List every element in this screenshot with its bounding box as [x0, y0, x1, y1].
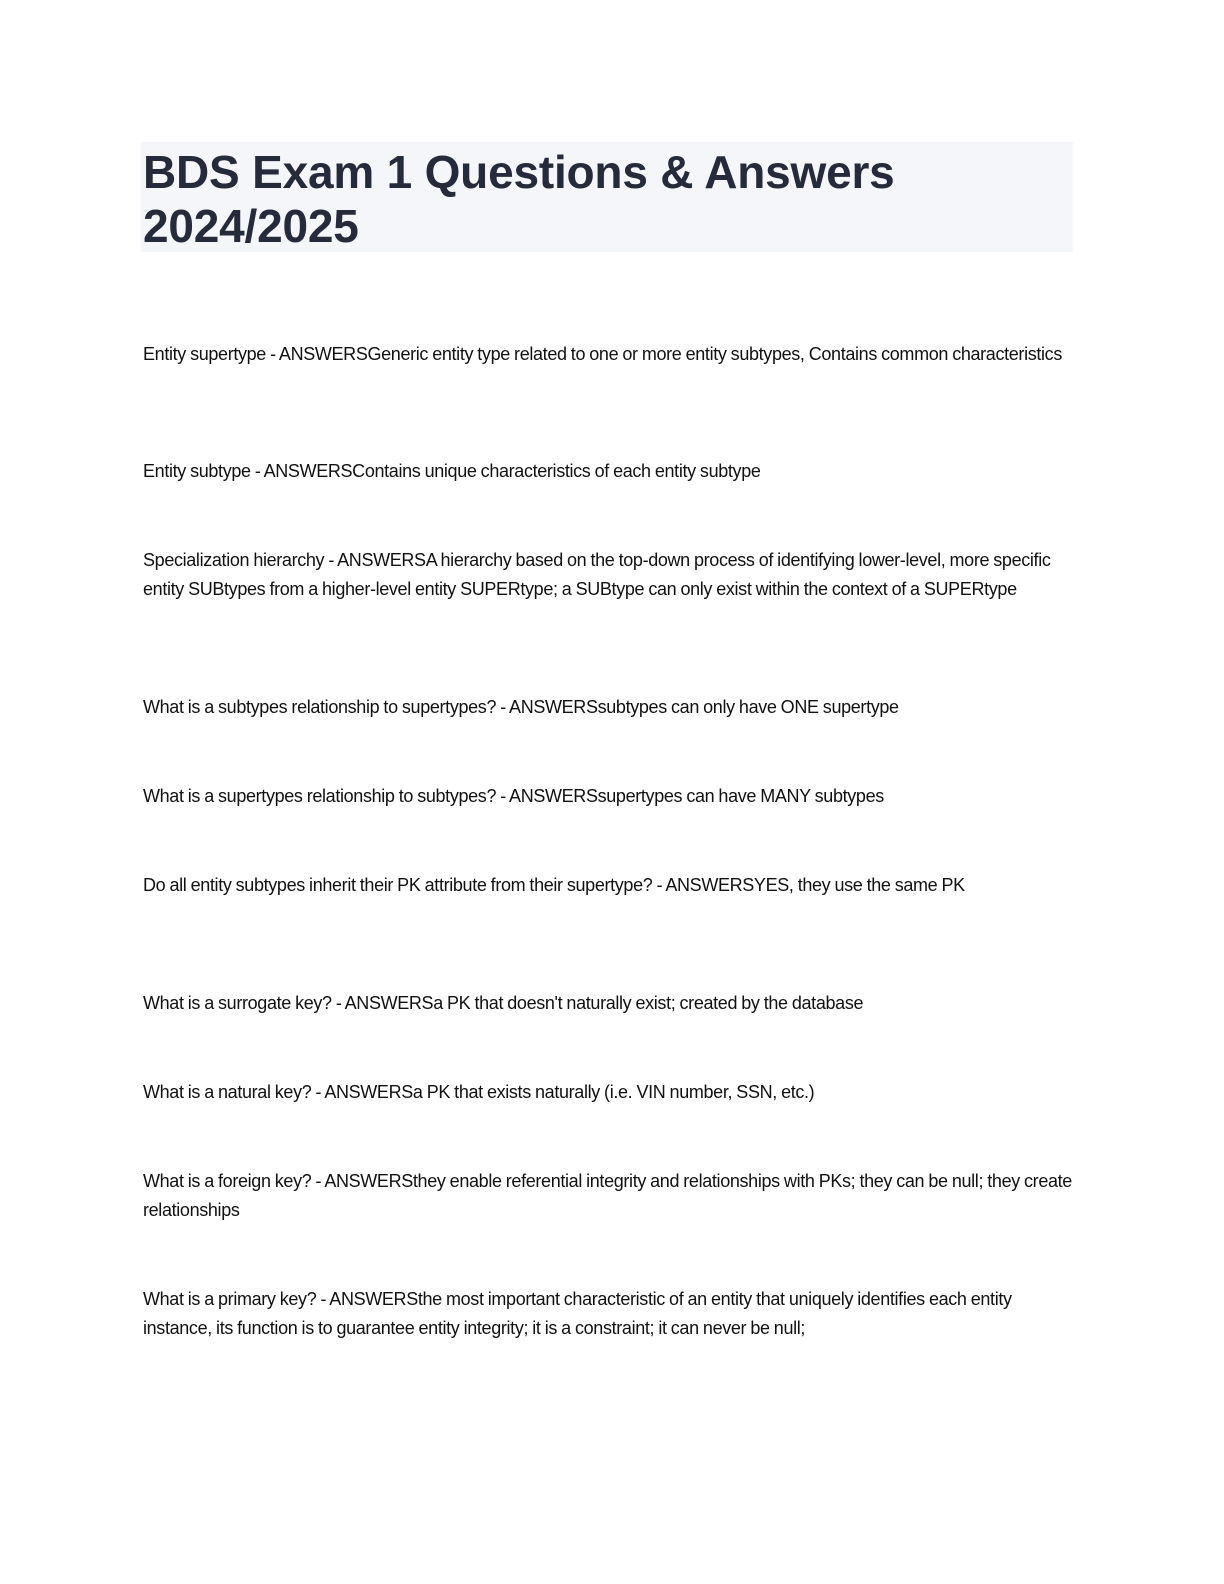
title-line-2: 2024/2025 — [143, 200, 359, 252]
qa-item-primary-key: What is a primary key? - ANSWERSthe most important characteristic of an entity that uniquely identifies each entity instance, its function is to guarantee entity integrity; it is a constraint; it can never be null; — [143, 1289, 1012, 1338]
qa-item-natural-key: What is a natural key? - ANSWERSa PK that exists naturally (i.e. VIN number, SSN, etc.) — [143, 1082, 815, 1102]
qa-item-specialization-hierarchy: Specialization hierarchy - ANSWERSA hierarchy based on the top-down process of identifying lower-level, more specific entity SUBtypes from a higher-level entity SUPERtype; a SUBtype can only exist within the context of a SUPERtype — [143, 550, 1051, 599]
qa-item-entity-subtype: Entity subtype - ANSWERSContains unique characteristics of each entity subtype — [143, 461, 761, 481]
qa-item-pk-inheritance: Do all entity subtypes inherit their PK attribute from their supertype? - ANSWERSYES, they use the same PK — [143, 875, 965, 895]
qa-item-foreign-key: What is a foreign key? - ANSWERSthey enable referential integrity and relationships with PKs; they can be null; they create relationships — [143, 1171, 1072, 1220]
title-block — [141, 142, 1073, 252]
qa-item-supertype-relationship: What is a supertypes relationship to subtypes? - ANSWERSsupertypes can have MANY subtypes — [143, 786, 884, 806]
document-title — [143, 142, 1071, 253]
title-line-1: BDS Exam 1 Questions & Answers — [143, 146, 895, 198]
qa-item-subtype-relationship: What is a subtypes relationship to supertypes? - ANSWERSsubtypes can only have ONE supertype — [143, 697, 899, 717]
qa-item-surrogate-key: What is a surrogate key? - ANSWERSa PK that doesn't naturally exist; created by the database — [143, 993, 864, 1013]
qa-item-entity-supertype: Entity supertype - ANSWERSGeneric entity type related to one or more entity subtypes, Contains common characteristics — [143, 344, 1062, 364]
